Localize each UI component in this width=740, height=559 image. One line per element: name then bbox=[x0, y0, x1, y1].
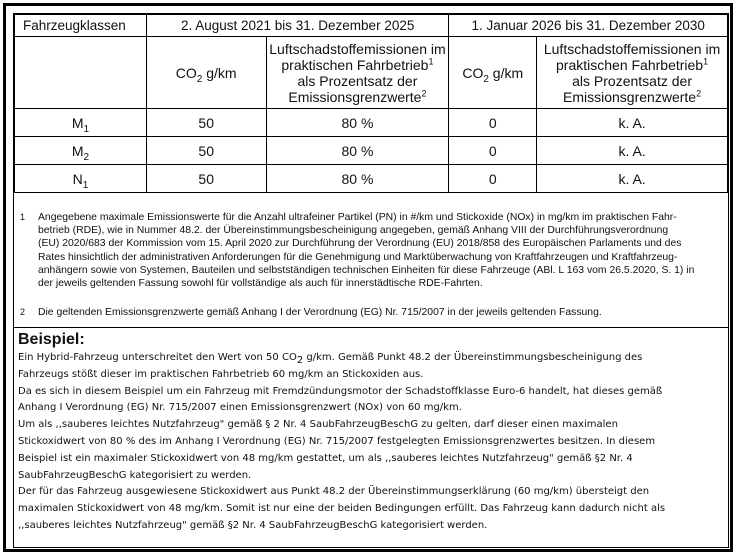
co2-p1-cell: 50 bbox=[146, 109, 266, 137]
subheader-co2-p1: $CO_2$ g/km bbox=[146, 37, 266, 109]
rde-p1-cell: 80 % bbox=[266, 137, 449, 165]
footnote-number: 1 bbox=[20, 212, 26, 222]
footnote-text: Angegebene maximale Emissionswerte für die Anzahl ultrafeiner Partikel (PN) in #/km und Stickoxide (NOx) in mg/km im praktischen Fahr- betrieb (RDE), wie in Nummer 48.2. der Übereinstimmungsbescheinigung angegeben, gemäß Anhang VIII der Durchführungsverordnung (EU) 2020/683 der Kommission vom 15. April 2020 zur Durchführung der Verordnung (EU) 2018/858 des Europäischen Parlaments und des Rates hinsichtlich der administrativen Anforderungen für die Genehmigung und Marktüberwachung von Kraftfahrzeugen und Kraftfahrzeug- anhängern sowie von Systemen, Bauteilen und selbstständigen technischen Einheiten für diese Fahrzeuge (ABl. L 163 vom 26.5.2020, S. 1) in der jeweils geltenden Fassung sowohl für vollständige als auch für innerstädtische RDE-Fahrten. bbox=[38, 212, 695, 290]
footnote-number: 2 bbox=[20, 307, 26, 317]
header-period-1: 2. August 2021 bis 31. Dezember 2025 bbox=[146, 15, 448, 37]
vehicle-class-cell: $M_1$ bbox=[15, 109, 147, 137]
rde-p1-cell: 80 % bbox=[266, 109, 449, 137]
example-line: maximalen Stickoxidwert von 48 mg/km. Somit ist nur eine der beiden Bedingungen erfüllt. Das Fahrzeug kann dadurch nicht als bbox=[18, 503, 666, 515]
document-frame bbox=[3, 3, 733, 552]
vehicle-class-cell: $M_2$ bbox=[15, 137, 147, 165]
rde-p1-cell: 80 % bbox=[266, 165, 449, 193]
example-line: Ein Hybrid-Fahrzeug unterschreitet den Wert von 50 $CO_2$ g/km. Gemäß Punkt 48.2 der Übereinstimmungsbescheinigung des bbox=[18, 352, 643, 366]
footnotes bbox=[14, 206, 728, 328]
co2-p2-cell: 0 bbox=[449, 109, 537, 137]
example-line: Stickoxidwert von 80 % des im Anhang I Verordnung (EG) Nr. 715/2007 festgelegten Emissionsgrenzwertes besitzen. In diesem bbox=[18, 435, 656, 447]
example-line: Um als ,,sauberes leichtes Nutzfahrzeug" gemäß § 2 Nr. 4 SaubFahrzeugBeschG zu gelten, darf dieser einen maximalen bbox=[18, 419, 618, 431]
rde-p2-cell: k. A. bbox=[537, 165, 728, 193]
example-line: Anhang I Verordnung (EG) Nr. 715/2007 einen Emissionsgrenzwert (NOx) von 60 mg/km. bbox=[18, 402, 462, 414]
subheader-rde-p2: Luftschadstoffemissionen im praktischen Fahrbetrieb$^1$ als Prozentsatz der Emissionsgrenzwerte$^2$ bbox=[537, 37, 728, 109]
table-subheader-row bbox=[15, 37, 728, 109]
footnote-text: Die geltenden Emissionsgrenzwerte gemäß Anhang I der Verordnung (EG) Nr. 715/2007 in der jeweils geltenden Fassung. bbox=[38, 307, 602, 318]
subheader-empty bbox=[15, 37, 147, 109]
example-title: Beispiel: bbox=[18, 331, 85, 348]
subheader-co2-p2: $CO_2$ g/km bbox=[449, 37, 537, 109]
co2-p1-cell: 50 bbox=[146, 137, 266, 165]
footnote-2 bbox=[20, 306, 720, 319]
example-line: Da es sich in diesem Beispiel um ein Fahrzeug mit Fremdzündungsmotor der Schadstoffklasse Euro-6 handelt, hat dieses gemäß bbox=[18, 385, 663, 397]
header-period-2: 1. Januar 2026 bis 31. Dezember 2030 bbox=[449, 15, 728, 37]
table-row bbox=[15, 137, 728, 165]
example-line: Beispiel ist ein maximaler Stickoxidwert von 48 mg/km gestattet, um als ,,sauberes leichtes Nutzfahrzeug" gemäß §2 Nr. 4 bbox=[18, 452, 633, 464]
co2-p2-cell: 0 bbox=[449, 165, 537, 193]
table-row bbox=[15, 165, 728, 193]
co2-p1-cell: 50 bbox=[146, 165, 266, 193]
rde-p2-cell: k. A. bbox=[537, 109, 728, 137]
footnote-1 bbox=[20, 211, 720, 290]
example-line: SaubFahrzeugBeschG kategorisiert zu werden. bbox=[18, 469, 252, 481]
header-vehicle-classes: Fahrzeugklassen bbox=[15, 15, 147, 37]
vehicle-class-cell: $N_1$ bbox=[15, 165, 147, 193]
example-section bbox=[14, 330, 728, 535]
document-content bbox=[13, 13, 729, 548]
example-line: ,,sauberes leichtes Nutzfahrzeug" gemäß §2 Nr. 4 SaubFahrzeugBeschG kategorisiert werden. bbox=[18, 519, 488, 531]
vehicle-class-table bbox=[14, 14, 728, 193]
table-row bbox=[15, 109, 728, 137]
subheader-rde-p1: Luftschadstoffemissionen im praktischen Fahrbetrieb$^1$ als Prozentsatz der Emissionsgrenzwerte$^2$ bbox=[266, 37, 449, 109]
table-header-row bbox=[15, 15, 728, 37]
rde-p2-cell: k. A. bbox=[537, 137, 728, 165]
example-line: Der für das Fahrzeug ausgewiesene Stickoxidwert aus Punkt 48.2 der Übereinstimmungserklärung (60 mg/km) übersteigt den bbox=[18, 486, 650, 498]
co2-p2-cell: 0 bbox=[449, 137, 537, 165]
example-line: Fahrzeugs stößt dieser im praktischen Fahrbetrieb 60 mg/km an Stickoxiden aus. bbox=[18, 368, 424, 380]
